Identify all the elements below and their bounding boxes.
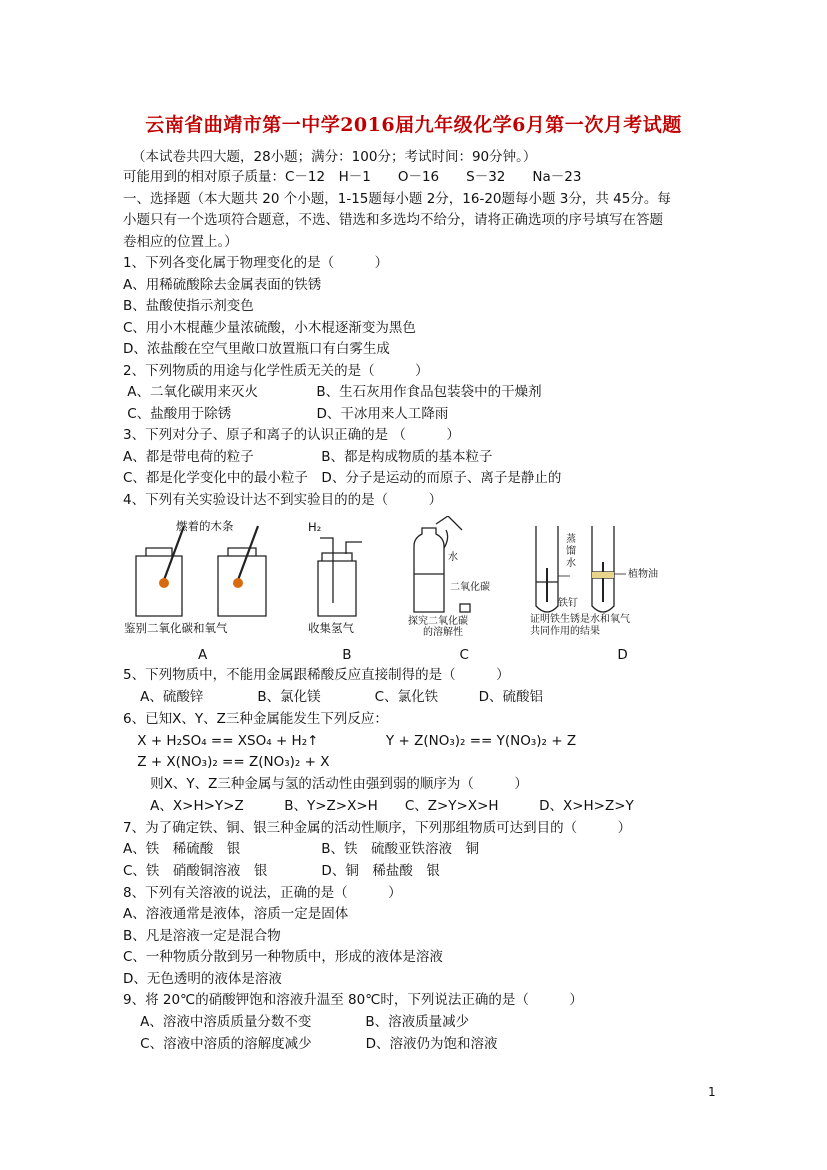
question-2-options-ab: A、二氧化碳用来灭火 B、生石灰用作食品包装袋中的干燥剂 bbox=[123, 384, 542, 400]
page-title: 云南省曲靖市第一中学2016届九年级化学6月第一次月考试题 bbox=[145, 114, 682, 136]
figure-c-caption: 探究二氧化碳 bbox=[408, 616, 468, 627]
figure-c-caption: 的溶解性 bbox=[423, 627, 463, 638]
section-1-instructions: 一、选择题（本大题共 20 个小题，1-15题每小题 2分，16-20题每小题 3分，共 45分。每 bbox=[123, 191, 671, 207]
question-6-prompt: 则X、Y、Z三种金属与氢的活动性由强到弱的顺序为（ ） bbox=[133, 776, 528, 792]
figure-c-water-label: 水 bbox=[448, 552, 458, 563]
question-6-options: A、X>H>Y>Z B、Y>Z>X>H C、Z>Y>X>H D、X>H>Z>Y bbox=[133, 798, 634, 814]
question-8-option-c: C、一种物质分散到另一种物质中，形成的液体是溶液 bbox=[123, 949, 443, 965]
question-8-option-a: A、溶液通常是液体，溶质一定是固体 bbox=[123, 906, 349, 922]
question-1: 1、下列各变化属于物理变化的是（ ） bbox=[123, 255, 389, 271]
question-7-options-cd: C、铁 硝酸铜溶液 银 D、铜 稀盐酸 银 bbox=[123, 863, 440, 879]
question-8-option-d: D、无色透明的液体是溶液 bbox=[123, 971, 282, 987]
figure-d-steam-label: 馏 bbox=[566, 546, 576, 557]
question-1-option-d: D、浓盐酸在空气里敞口放置瓶口有白雾生成 bbox=[123, 341, 390, 357]
question-3-options-cd: C、都是化学变化中的最小粒子 D、分子是运动的而原子、离子是静止的 bbox=[123, 470, 562, 486]
exam-info-line: （本试卷共四大题，28小题；满分：100分；考试时间：90分钟。） bbox=[132, 149, 537, 165]
question-9-options-ab: A、溶液中溶质质量分数不变 B、溶液质量减少 bbox=[123, 1014, 470, 1030]
section-1-instructions: 小题只有一个选项符合题意，不选、错选和多选均不给分，请将正确选项的序号填写在答题 bbox=[123, 212, 663, 228]
question-5-options: A、硫酸锌 B、氯化镁 C、氯化铁 D、硫酸铝 bbox=[123, 689, 543, 705]
figure-d-nail-label: 铁钉 bbox=[558, 598, 578, 609]
figure-c-co2-label: 二氧化碳 bbox=[450, 582, 490, 593]
question-6-reaction-2: Z + X(NO₃)₂ == Z(NO₃)₂ + X bbox=[133, 754, 330, 770]
figure-d-steam-label: 蒸 bbox=[566, 534, 576, 545]
question-8-option-b: B、凡是溶液一定是混合物 bbox=[123, 928, 281, 944]
question-3: 3、下列对分子、原子和离子的认识正确的是 （ ） bbox=[123, 427, 460, 443]
figure-d-oil-label: 植物油 bbox=[628, 569, 658, 580]
question-5: 5、下列物质中，不能用金属跟稀酸反应直接制得的是（ ） bbox=[123, 667, 510, 683]
question-4-option-letters: A B C D bbox=[198, 647, 628, 663]
section-1-instructions: 卷相应的位置上。） bbox=[123, 234, 238, 250]
question-4-figure bbox=[118, 516, 678, 641]
question-6: 6、已知X、Y、Z三种金属能发生下列反应： bbox=[123, 711, 388, 727]
question-2: 2、下列物质的用途与化学性质无关的是（ ） bbox=[123, 363, 429, 379]
question-9: 9、将 20℃的硝酸钾饱和溶液升温至 80℃时，下列说法正确的是（ ） bbox=[123, 992, 583, 1008]
question-1-option-a: A、用稀硫酸除去金属表面的铁锈 bbox=[123, 277, 322, 293]
page-number: 1 bbox=[708, 1085, 716, 1099]
figure-b-caption: 收集氢气 bbox=[308, 621, 354, 635]
figure-d-caption: 共同作用的结果 bbox=[530, 626, 600, 637]
figure-d-steam-label: 水 bbox=[566, 558, 576, 569]
figure-a-caption: 鉴别二氧化碳和氧气 bbox=[124, 621, 228, 635]
figure-b-top-label: H₂ bbox=[308, 520, 322, 534]
question-3-options-ab: A、都是带电荷的粒子 B、都是构成物质的基本粒子 bbox=[123, 449, 493, 465]
question-4: 4、下列有关实验设计达不到实验目的的是（ ） bbox=[123, 492, 443, 508]
question-7-options-ab: A、铁 稀硫酸 银 B、铁 硫酸亚铁溶液 铜 bbox=[123, 841, 479, 857]
question-8: 8、下列有关溶液的说法，正确的是（ ） bbox=[123, 885, 402, 901]
figure-a-top-label: 燃着的木条 bbox=[176, 519, 234, 533]
question-1-option-c: C、用小木棍蘸少量浓硫酸，小木棍逐渐变为黑色 bbox=[123, 320, 416, 336]
question-6-reaction-1: X + H₂SO₄ == XSO₄ + H₂↑ Y + Z(NO₃)₂ == Y(NO₃)₂ + Z bbox=[133, 733, 577, 749]
question-2-options-cd: C、盐酸用于除锈 D、干冰用来人工降雨 bbox=[123, 406, 449, 422]
question-1-option-b: B、盐酸使指示剂变色 bbox=[123, 298, 254, 314]
question-7: 7、为了确定铁、铜、银三种金属的活动性顺序，下列那组物质可达到目的（ ） bbox=[123, 820, 632, 836]
question-9-options-cd: C、溶液中溶质的溶解度减少 D、溶液仍为饱和溶液 bbox=[123, 1036, 498, 1052]
atomic-mass-line: 可能用到的相对原子质量：C－12 H－1 O－16 S－32 Na－23 bbox=[123, 169, 582, 185]
figure-d-caption: 证明铁生锈是水和氧气 bbox=[530, 614, 630, 625]
